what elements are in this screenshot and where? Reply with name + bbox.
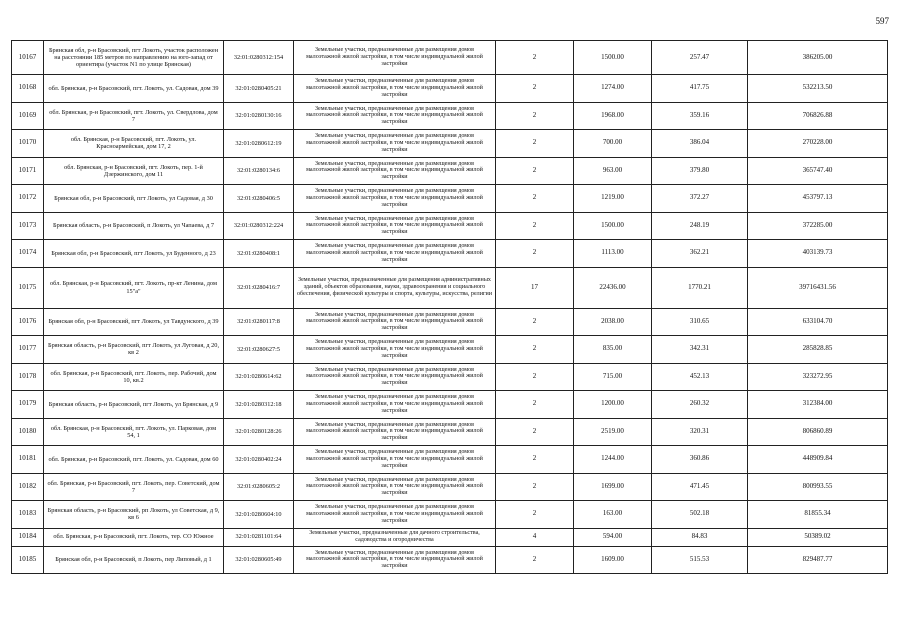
address-cell: Брянская обл, р-н Брасовский, пгт Локоть, ул Тавдунского, д 39 xyxy=(44,308,224,336)
row-number: 10175 xyxy=(12,267,44,308)
area-cell: 963.00 xyxy=(574,157,652,185)
table-row xyxy=(12,267,888,308)
area-cell: 2038.00 xyxy=(574,308,652,336)
area-cell: 1113.00 xyxy=(574,240,652,268)
address-cell: обл. Брянская, р-н Брасовский, пгт. Локоть, тер. СО Южное xyxy=(44,528,224,546)
row-number: 10176 xyxy=(12,308,44,336)
use-group-cell: 2 xyxy=(496,546,574,574)
cadastral-number-cell: 32:01:0280402:24 xyxy=(224,446,294,474)
cadastral-value-cell: 448909.84 xyxy=(748,446,888,474)
cadastral-value-cell: 532213.50 xyxy=(748,75,888,103)
land-use-cell: Земельные участки, предназначенные для размещения домов малоэтажной жилой застройки, в том числе индивидуальной жилой застройки xyxy=(294,336,496,364)
land-use-cell: Земельные участки, предназначенные для размещения домов малоэтажной жилой застройки, в том числе индивидуальной жилой застройки xyxy=(294,157,496,185)
area-cell: 1500.00 xyxy=(574,212,652,240)
table-row xyxy=(12,546,888,574)
cadastral-number-cell: 32:01:0280134:6 xyxy=(224,157,294,185)
area-cell: 700.00 xyxy=(574,130,652,158)
use-group-cell: 2 xyxy=(496,240,574,268)
land-use-cell: Земельные участки, предназначенные для размещения домов малоэтажной жилой застройки, в том числе индивидуальной жилой застройки xyxy=(294,75,496,103)
row-number: 10181 xyxy=(12,446,44,474)
cadastral-value-cell: 706826.88 xyxy=(748,102,888,130)
specific-value-cell: 359.16 xyxy=(652,102,748,130)
use-group-cell: 2 xyxy=(496,473,574,501)
row-number: 10179 xyxy=(12,391,44,419)
row-number: 10167 xyxy=(12,41,44,75)
table-row xyxy=(12,212,888,240)
address-cell: обл. Брянская, р-н Брасовский, пгт. Локоть, пер. Рабочий, дом 10, кв.2 xyxy=(44,363,224,391)
specific-value-cell: 1770.21 xyxy=(652,267,748,308)
area-cell: 594.00 xyxy=(574,528,652,546)
use-group-cell: 2 xyxy=(496,501,574,529)
use-group-cell: 17 xyxy=(496,267,574,308)
address-cell: обл. Брянская, р-н Брасовский, пгт. Локоть, ул. Парковая, дом 54, 1 xyxy=(44,418,224,446)
table-row xyxy=(12,528,888,546)
cadastral-value-cell: 270228.00 xyxy=(748,130,888,158)
use-group-cell: 2 xyxy=(496,363,574,391)
cadastral-number-cell: 32:01:0280612:19 xyxy=(224,130,294,158)
table-row xyxy=(12,391,888,419)
use-group-cell: 4 xyxy=(496,528,574,546)
land-use-cell: Земельные участки, предназначенные для размещения домов малоэтажной жилой застройки, в том числе индивидуальной жилой застройки xyxy=(294,501,496,529)
table-row xyxy=(12,185,888,213)
cadastral-number-cell: 32:01:0280130:16 xyxy=(224,102,294,130)
specific-value-cell: 320.31 xyxy=(652,418,748,446)
table-row xyxy=(12,446,888,474)
cadastral-value-cell: 800993.55 xyxy=(748,473,888,501)
address-cell: Брянская область, р-н Брасовский, пгт Локоть, ул Брянская, д 9 xyxy=(44,391,224,419)
area-cell: 835.00 xyxy=(574,336,652,364)
specific-value-cell: 372.27 xyxy=(652,185,748,213)
cadastral-number-cell: 32:01:0280614:62 xyxy=(224,363,294,391)
cadastral-value-cell: 372285.00 xyxy=(748,212,888,240)
cadastral-value-cell: 39716431.56 xyxy=(748,267,888,308)
table-row xyxy=(12,501,888,529)
table-row xyxy=(12,41,888,75)
land-use-cell: Земельные участки, предназначенные для размещения домов малоэтажной жилой застройки, в том числе индивидуальной жилой застройки xyxy=(294,546,496,574)
specific-value-cell: 386.04 xyxy=(652,130,748,158)
land-use-cell: Земельные участки, предназначенные для размещения домов малоэтажной жилой застройки, в том числе индивидуальной жилой застройки xyxy=(294,212,496,240)
address-cell: Брянская обл, р-н Брасовский, п Локоть, пер Липовый, д 1 xyxy=(44,546,224,574)
address-cell: обл. Брянская, р-н Брасовский, пгт. Локоть, ул. Садовая, дом 39 xyxy=(44,75,224,103)
land-use-cell: Земельные участки, предназначенные для размещения домов малоэтажной жилой застройки, в том числе индивидуальной жилой застройки xyxy=(294,473,496,501)
cadastral-number-cell: 32:01:0280416:7 xyxy=(224,267,294,308)
row-number: 10168 xyxy=(12,75,44,103)
row-number: 10172 xyxy=(12,185,44,213)
cadastral-number-cell: 32:01:0280604:10 xyxy=(224,501,294,529)
row-number: 10174 xyxy=(12,240,44,268)
cadastral-number-cell: 32:01:0280405:21 xyxy=(224,75,294,103)
table-row xyxy=(12,473,888,501)
area-cell: 1609.00 xyxy=(574,546,652,574)
row-number: 10183 xyxy=(12,501,44,529)
row-number: 10169 xyxy=(12,102,44,130)
area-cell: 1968.00 xyxy=(574,102,652,130)
cadastral-value-cell: 403139.73 xyxy=(748,240,888,268)
use-group-cell: 2 xyxy=(496,157,574,185)
cadastral-number-cell: 32:01:0280627:5 xyxy=(224,336,294,364)
land-use-cell: Земельные участки, предназначенные для размещения домов малоэтажной жилой застройки, в том числе индивидуальной жилой застройки xyxy=(294,363,496,391)
cadastral-value-cell: 453797.13 xyxy=(748,185,888,213)
specific-value-cell: 248.19 xyxy=(652,212,748,240)
address-cell: Брянская область, р-н Брасовский, рп Локоть, ул Советская, д 9, кв 6 xyxy=(44,501,224,529)
use-group-cell: 2 xyxy=(496,41,574,75)
cadastral-value-cell: 829487.77 xyxy=(748,546,888,574)
cadastral-value-cell: 365747.40 xyxy=(748,157,888,185)
specific-value-cell: 502.18 xyxy=(652,501,748,529)
address-cell: обл. Брянская, р-н Брасовский, пгт. Локоть, ул. Свердлова, дом 7 xyxy=(44,102,224,130)
cadastral-number-cell: 32:01:0280117:8 xyxy=(224,308,294,336)
area-cell: 1274.00 xyxy=(574,75,652,103)
cadastral-value-cell: 312384.00 xyxy=(748,391,888,419)
page-number: 597 xyxy=(875,16,889,26)
land-use-cell: Земельные участки, предназначенные для размещения домов малоэтажной жилой застройки, в том числе индивидуальной жилой застройки xyxy=(294,102,496,130)
use-group-cell: 2 xyxy=(496,75,574,103)
land-use-cell: Земельные участки, предназначенные для размещения домов малоэтажной жилой застройки, в том числе индивидуальной жилой застройки xyxy=(294,41,496,75)
area-cell: 1500.00 xyxy=(574,41,652,75)
specific-value-cell: 84.83 xyxy=(652,528,748,546)
use-group-cell: 2 xyxy=(496,212,574,240)
use-group-cell: 2 xyxy=(496,336,574,364)
address-cell: обл. Брянская, р-н Брасовский, пгт. Локоть, ул. Садовая, дом 60 xyxy=(44,446,224,474)
row-number: 10173 xyxy=(12,212,44,240)
land-use-cell: Земельные участки, предназначенные для размещения домов малоэтажной жилой застройки, в том числе индивидуальной жилой застройки xyxy=(294,185,496,213)
land-use-cell: Земельные участки, предназначенные для размещения домов малоэтажной жилой застройки, в том числе индивидуальной жилой застройки xyxy=(294,240,496,268)
land-use-cell: Земельные участки, предназначенные для размещения домов малоэтажной жилой застройки, в том числе индивидуальной жилой застройки xyxy=(294,130,496,158)
specific-value-cell: 310.65 xyxy=(652,308,748,336)
row-number: 10170 xyxy=(12,130,44,158)
cadastral-number-cell: 32:01:0280605:2 xyxy=(224,473,294,501)
area-cell: 1219.00 xyxy=(574,185,652,213)
cadastral-number-cell: 32:01:0280406:5 xyxy=(224,185,294,213)
specific-value-cell: 360.86 xyxy=(652,446,748,474)
cadastral-value-cell: 81855.34 xyxy=(748,501,888,529)
use-group-cell: 2 xyxy=(496,418,574,446)
row-number: 10185 xyxy=(12,546,44,574)
address-cell: Брянская область, р-н Брасовский, пгт Локоть, ул Луговая, д 20, кв 2 xyxy=(44,336,224,364)
cadastral-number-cell: 32:01:0281101:64 xyxy=(224,528,294,546)
address-cell: Брянская обл, р-н Брасовский, пгт Локоть, ул Садовая, д 30 xyxy=(44,185,224,213)
specific-value-cell: 260.32 xyxy=(652,391,748,419)
land-use-cell: Земельные участки, предназначенные для размещения домов малоэтажной жилой застройки, в том числе индивидуальной жилой застройки xyxy=(294,308,496,336)
table-row xyxy=(12,75,888,103)
use-group-cell: 2 xyxy=(496,102,574,130)
table-row xyxy=(12,102,888,130)
address-cell: обл. Брянская, р-н Брасовский, пгт. Локоть, пер. 1-й Дзержинского, дом 11 xyxy=(44,157,224,185)
row-number: 10180 xyxy=(12,418,44,446)
area-cell: 1699.00 xyxy=(574,473,652,501)
area-cell: 1244.00 xyxy=(574,446,652,474)
address-cell: Брянская обл, р-н Брасовский, пгт Локоть, ул Буденного, д 23 xyxy=(44,240,224,268)
address-cell: Брянская область, р-н Брасовский, п Локоть, ул Чапаева, д 7 xyxy=(44,212,224,240)
use-group-cell: 2 xyxy=(496,391,574,419)
address-cell: обл. Брянская, р-н Брасовский, пгт. Локоть, ул. Красноармейская, дом 17, 2 xyxy=(44,130,224,158)
use-group-cell: 2 xyxy=(496,185,574,213)
address-cell: обл. Брянская, р-н Брасовский, пгт. Локоть, пр-кт Ленина, дом 15"а" xyxy=(44,267,224,308)
area-cell: 22436.00 xyxy=(574,267,652,308)
row-number: 10184 xyxy=(12,528,44,546)
specific-value-cell: 257.47 xyxy=(652,41,748,75)
specific-value-cell: 471.45 xyxy=(652,473,748,501)
area-cell: 2519.00 xyxy=(574,418,652,446)
area-cell: 1200.00 xyxy=(574,391,652,419)
area-cell: 715.00 xyxy=(574,363,652,391)
cadastral-number-cell: 32:01:0280312:224 xyxy=(224,212,294,240)
cadastral-number-cell: 32:01:0280312:18 xyxy=(224,391,294,419)
use-group-cell: 2 xyxy=(496,308,574,336)
address-cell: Брянская обл, р-н Брасовский, пгт Локоть, участок расположен на расстоянии 185 метров по направлению на юго-запад от ориентира (участок N1 по улице Брянская) xyxy=(44,41,224,75)
land-registry-table xyxy=(11,40,888,574)
cadastral-number-cell: 32:01:0280128:26 xyxy=(224,418,294,446)
row-number: 10171 xyxy=(12,157,44,185)
specific-value-cell: 379.80 xyxy=(652,157,748,185)
specific-value-cell: 417.75 xyxy=(652,75,748,103)
land-use-cell: Земельные участки, предназначенные для размещения домов малоэтажной жилой застройки, в том числе индивидуальной жилой застройки xyxy=(294,391,496,419)
cadastral-value-cell: 285828.85 xyxy=(748,336,888,364)
address-cell: обл. Брянская, р-н Брасовский, пгт. Локоть, пер. Советский, дом 7 xyxy=(44,473,224,501)
row-number: 10182 xyxy=(12,473,44,501)
cadastral-value-cell: 386205.00 xyxy=(748,41,888,75)
area-cell: 163.00 xyxy=(574,501,652,529)
table-row xyxy=(12,418,888,446)
cadastral-number-cell: 32:01:0280312:154 xyxy=(224,41,294,75)
cadastral-number-cell: 32:01:0280605:49 xyxy=(224,546,294,574)
specific-value-cell: 452.13 xyxy=(652,363,748,391)
cadastral-value-cell: 50389.02 xyxy=(748,528,888,546)
land-use-cell: Земельные участки, предназначенные для размещения домов малоэтажной жилой застройки, в том числе индивидуальной жилой застройки xyxy=(294,418,496,446)
row-number: 10178 xyxy=(12,363,44,391)
cadastral-value-cell: 806860.89 xyxy=(748,418,888,446)
table-row xyxy=(12,336,888,364)
land-use-cell: Земельные участки, предназначенные для размещения административных зданий, объектов образования, науки, здравоохранения и социального обеспечения, физической культуры и спорта, культуры, искусства, религии xyxy=(294,267,496,308)
specific-value-cell: 362.21 xyxy=(652,240,748,268)
table-row xyxy=(12,363,888,391)
table-row xyxy=(12,308,888,336)
table-row xyxy=(12,157,888,185)
land-use-cell: Земельные участки, предназначенные для размещения домов малоэтажной жилой застройки, в том числе индивидуальной жилой застройки xyxy=(294,446,496,474)
specific-value-cell: 515.53 xyxy=(652,546,748,574)
row-number: 10177 xyxy=(12,336,44,364)
table-row xyxy=(12,240,888,268)
use-group-cell: 2 xyxy=(496,130,574,158)
cadastral-value-cell: 323272.95 xyxy=(748,363,888,391)
specific-value-cell: 342.31 xyxy=(652,336,748,364)
land-use-cell: Земельные участки, предназначенные для дачного строительства, садоводства и огородничества xyxy=(294,528,496,546)
cadastral-value-cell: 633104.70 xyxy=(748,308,888,336)
table-row xyxy=(12,130,888,158)
use-group-cell: 2 xyxy=(496,446,574,474)
cadastral-number-cell: 32:01:0280408:1 xyxy=(224,240,294,268)
